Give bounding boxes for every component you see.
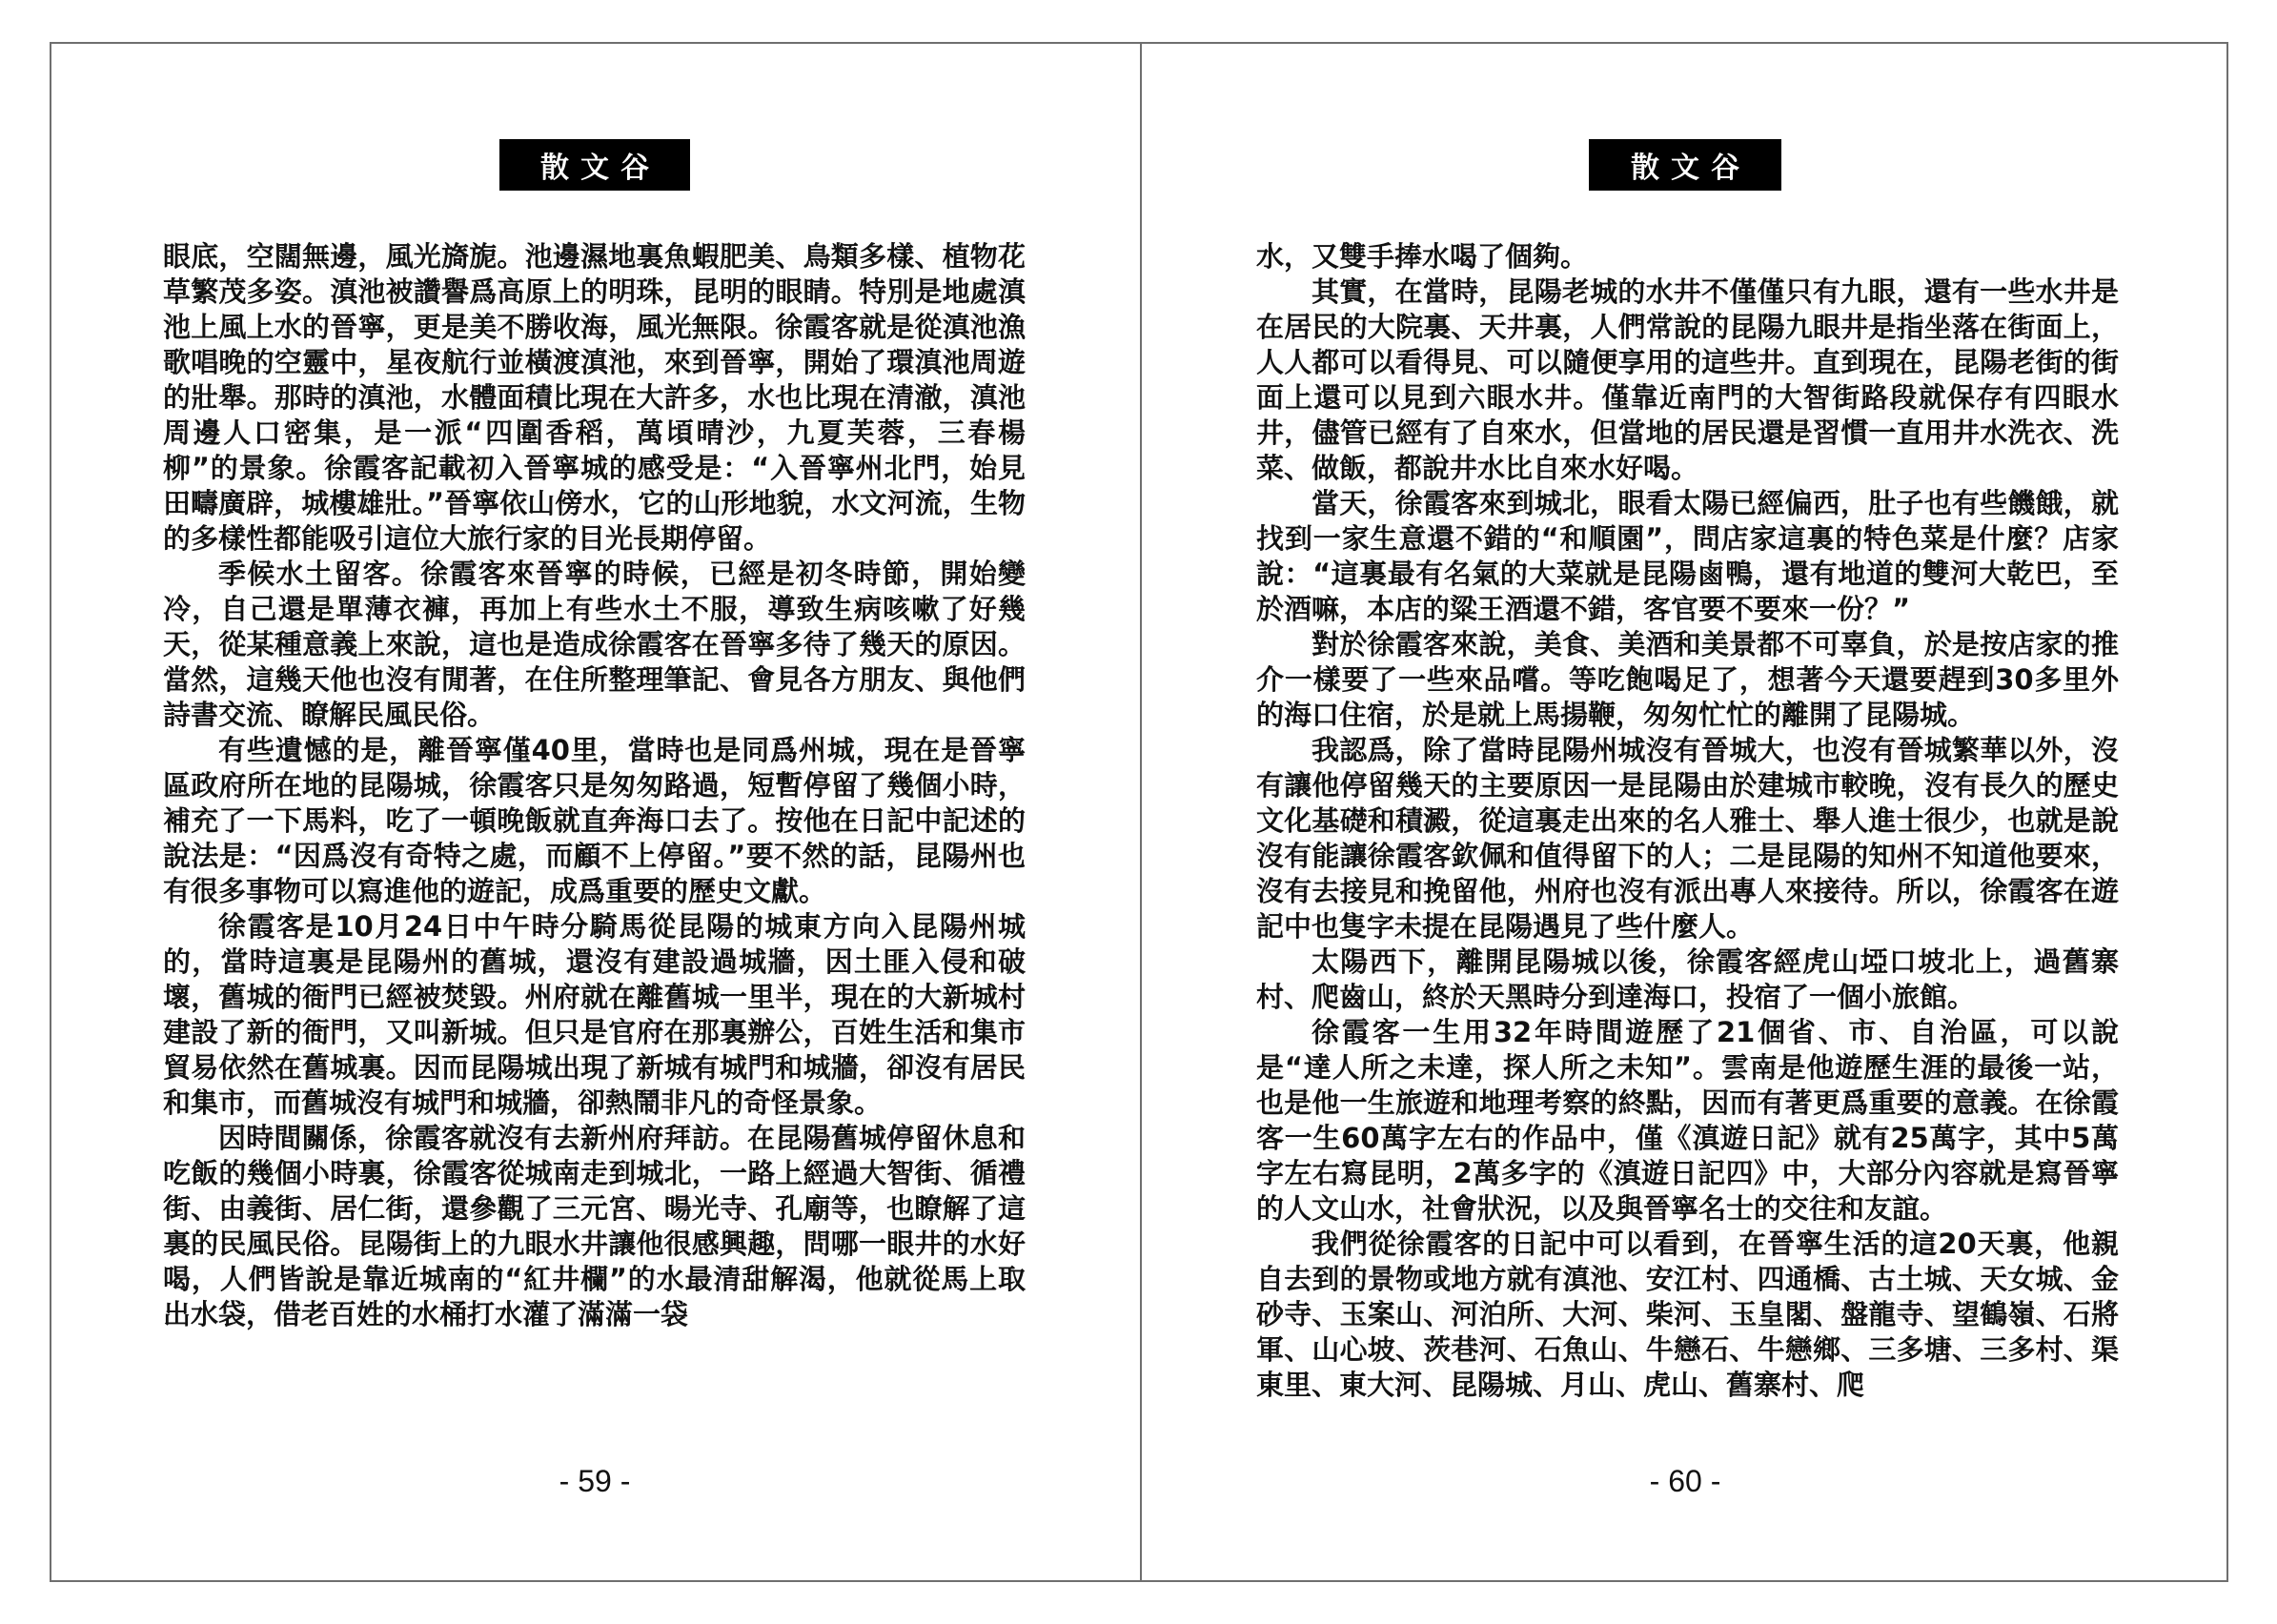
right-paragraph-1: 水，又雙手捧水喝了個夠。 [1256, 240, 1589, 273]
left-paragraph-1: 眼底，空闊無邊，風光旖旎。池邊濕地裏魚蝦肥美、鳥類多樣、植物花草繁茂多姿。滇池被讚譽爲高原上的明珠，昆明的眼睛。特別是地處滇池上風上水的晉寧，更是美不勝收海，風光無限。徐霞客就是從滇池漁歌唱晚的空靈中，星夜航行並橫渡滇池，來到晉寧，開始了環滇池周遊的壯舉。那時的滇池，水體面積比現在大許多，水也比現在清澈，滇池周邊人口密集，是一派“四圍香稻，萬頃晴沙，九夏芙蓉，三春楊柳”的景象。徐霞客記載初入晉寧城的感受是：“入晉寧州北門，始見田疇廣辟，城樓雄壯。”晉寧依山傍水，它的山形地貌，水文河流，生物的多樣性都能吸引這位大旅行家的目光長期停留。 [163, 240, 1026, 555]
right-paragraph-3: 當天，徐霞客來到城北，眼看太陽已經偏西，肚子也有些饑餓，就找到一家生意還不錯的“和順園”，問店家這裏的特色菜是什麼？店家說：“這裏最有名氣的大菜就是昆陽鹵鴨，還有地道的雙河大乾巴，至於酒嘛，本店的粱王酒還不錯，客官要不要來一份？” [1256, 487, 2119, 625]
right-paragraph-7: 徐霞客一生用32年時間遊歷了21個省、市、自治區，可以說是“達人所之未達，探人所之未知”。雲南是他遊歷生涯的最後一站，也是他一生旅遊和地理考察的終點，因而有著更爲重要的意義。在徐霞客一生60萬字左右的作品中，僅《滇遊日記》就有25萬字，其中5萬字左右寫昆明，2萬多字的《滇遊日記四》中，大部分內容就是寫晉寧的人文山水，社會狀況，以及與晉寧名士的交往和友誼。 [1256, 1016, 2119, 1225]
book-spread [50, 42, 2228, 1582]
right-paragraph-2: 其實，在當時，昆陽老城的水井不僅僅只有九眼，還有一些水井是在居民的大院裏、天井裏，人們常說的昆陽九眼井是指坐落在街面上，人人都可以看得見、可以隨便享用的這些井。直到現在，昆陽老街的街面上還可以見到六眼水井。僅靠近南門的大智街路段就保存有四眼水井，儘管已經有了自來水，但當地的居民還是習慣一直用井水洗衣、洗菜、做飯，都說井水比自來水好喝。 [1256, 275, 2119, 484]
left-body-text [163, 239, 1026, 1332]
left-paragraph-3: 有些遺憾的是，離晉寧僅40里，當時也是同爲州城，現在是晉寧區政府所在地的昆陽城，徐霞客只是匆匆路過，短暫停留了幾個小時，補充了一下馬料，吃了一頓晚飯就直奔海口去了。按他在日記中記述的說法是：“因爲沒有奇特之處，而顧不上停留。”要不然的話，昆陽州也有很多事物可以寫進他的遊記，成爲重要的歷史文獻。 [163, 734, 1026, 907]
left-page-number: - 59 - [559, 1464, 631, 1498]
right-body-text [1256, 239, 2119, 1403]
left-paragraph-5: 因時間關係，徐霞客就沒有去新州府拜訪。在昆陽舊城停留休息和吃飯的幾個小時裏，徐霞客從城南走到城北，一路上經過大智街、循禮街、由義街、居仁街，還參觀了三元宮、暘光寺、孔廟等，也瞭解了這裏的民風民俗。昆陽街上的九眼水井讓他很感興趣，問哪一眼井的水好喝，人們皆說是靠近城南的“紅井欄”的水最清甜解渴，他就從馬上取出水袋，借老百姓的水桶打水灌了滿滿一袋 [163, 1122, 1026, 1330]
right-paragraph-8: 我們從徐霞客的日記中可以看到，在晉寧生活的這20天裏，他親自去到的景物或地方就有滇池、安江村、四通橋、古土城、天女城、金砂寺、玉案山、河泊所、大河、柴河、玉皇閣、盤龍寺、望鶴嶺、石將軍、山心坡、茨巷河、石魚山、牛戀石、牛戀鄉、三多塘、三多村、渠東里、東大河、昆陽城、月山、虎山、舊寨村、爬 [1256, 1228, 2119, 1401]
right-header-label: 散文谷 [1589, 139, 1781, 191]
left-page [51, 44, 1138, 1580]
right-paragraph-6: 太陽西下，離開昆陽城以後，徐霞客經虎山埡口坡北上，過舊寨村、爬齒山，終於天黑時分到達海口，投宿了一個小旅館。 [1256, 945, 2119, 1013]
left-paragraph-2: 季候水土留客。徐霞客來晉寧的時候，已經是初冬時節，開始變冷，自己還是單薄衣褲，再加上有些水土不服，導致生病咳嗽了好幾天，從某種意義上來說，這也是造成徐霞客在晉寧多待了幾天的原因。當然，這幾天他也沒有閒著，在住所整理筆記、會見各方朋友、與他們詩書交流、瞭解民風民俗。 [163, 558, 1026, 731]
left-header-label: 散文谷 [499, 139, 690, 191]
right-paragraph-5: 我認爲，除了當時昆陽州城沒有晉城大，也沒有晉城繁華以外，沒有讓他停留幾天的主要原因一是昆陽由於建城市較晚，沒有長久的歷史文化基礎和積澱，從這裏走出來的名人雅士、舉人進士很少，也就是說沒有能讓徐霞客欽佩和值得留下的人；二是昆陽的知州不知道他要來，沒有去接見和挽留他，州府也沒有派出專人來接待。所以，徐霞客在遊記中也隻字未提在昆陽遇見了些什麼人。 [1256, 734, 2119, 943]
right-paragraph-4: 對於徐霞客來說，美食、美酒和美景都不可辜負，於是按店家的推介一樣要了一些來品嚐。等吃飽喝足了，想著今天還要趕到30多里外的海口住宿，於是就上馬揚鞭，匆匆忙忙的離開了昆陽城。 [1256, 628, 2119, 731]
left-paragraph-4: 徐霞客是10月24日中午時分騎馬從昆陽的城東方向入昆陽州城的，當時這裏是昆陽州的舊城，還沒有建設過城牆，因土匪入侵和破壞，舊城的衙門已經被焚毀。州府就在離舊城一里半，現在的大新城村建設了新的衙門，又叫新城。但只是官府在那裏辦公，百姓生活和集市貿易依然在舊城裏。因而昆陽城出現了新城有城門和城牆，卻沒有居民和集市，而舊城沒有城門和城牆，卻熱鬧非凡的奇怪景象。 [163, 910, 1026, 1119]
right-page-number: - 60 - [1649, 1464, 1721, 1498]
right-page [1142, 44, 2228, 1580]
